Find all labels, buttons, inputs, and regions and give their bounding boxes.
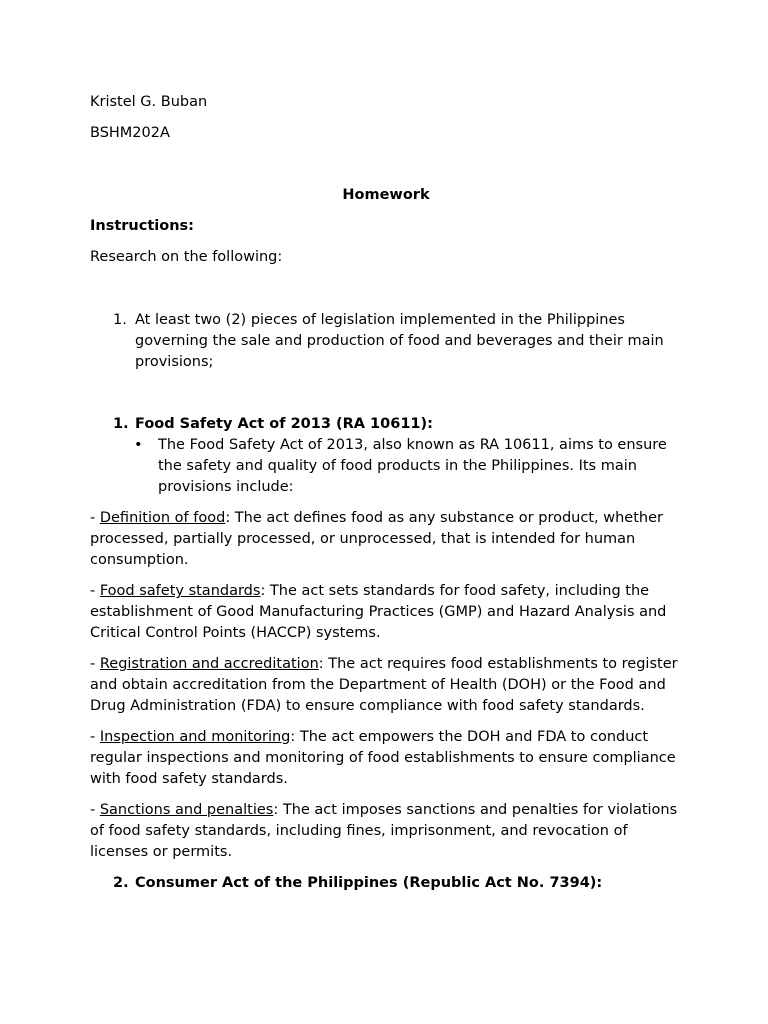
provision-dash: -	[90, 583, 100, 599]
document-title: Homework	[342, 187, 430, 203]
task-number: 1.	[113, 312, 127, 328]
provision-term: Food safety standards	[99, 583, 261, 599]
provision-term: Registration and accreditation	[99, 656, 319, 672]
provision-text: : The act sets standards for food safety, including the establishment of Good Manufacturing Practices (GMP) and Hazard Analysis and Critical Control Points (HACCP) systems.	[90, 583, 667, 641]
provision-dash: -	[90, 729, 100, 745]
law-1-number: 1.	[113, 416, 129, 432]
provision-term: Sanctions and penalties	[99, 802, 274, 818]
provision-dash: -	[90, 656, 100, 672]
provision-dash: -	[90, 510, 100, 526]
provision-text: : The act defines food as any substance or product, whether processed, partially processed, or unprocessed, that is intended for human consumption.	[90, 510, 663, 568]
law-1-summary-text: The Food Safety Act of 2013, also known as RA 10611, aims to ensure the safety and quality of food products in the Philippines. Its main provisions include:	[158, 437, 667, 495]
instructions-text: Research on the following:	[90, 249, 283, 265]
provision-inspection-and-monitoring	[90, 727, 682, 790]
task-text: At least two (2) pieces of legislation implemented in the Philippines governing the sale and production of food and beverages and their main provisions;	[135, 312, 664, 370]
provision-registration-and-accreditation	[90, 654, 682, 717]
law-1-summary	[90, 435, 682, 498]
provision-sanctions-and-penalties	[90, 800, 682, 863]
provision-term: Definition of food	[99, 510, 226, 526]
provision-dash: -	[90, 802, 100, 818]
provision-food-safety-standards	[90, 581, 682, 644]
provision-text: : The act imposes sanctions and penalties for violations of food safety standards, including fines, imprisonment, and revocation of licenses or permits.	[90, 802, 678, 860]
task-item	[90, 310, 682, 373]
provision-text: : The act empowers the DOH and FDA to conduct regular inspections and monitoring of food establishments to ensure compliance with food safety standards.	[90, 729, 676, 787]
course-code: BSHM202A	[90, 125, 170, 141]
provision-text: : The act requires food establishments to register and obtain accreditation from the Department of Health (DOH) or the Food and Drug Administration (FDA) to ensure compliance with food safety standards.	[90, 656, 678, 714]
law-2-heading	[90, 873, 682, 894]
law-2-title: Consumer Act of the Philippines (Republic Act No. 7394):	[135, 875, 603, 891]
provision-definition-of-food	[90, 508, 682, 571]
law-2-number: 2.	[113, 875, 129, 891]
provision-term: Inspection and monitoring	[99, 729, 291, 745]
law-1-title: Food Safety Act of 2013 (RA 10611):	[135, 416, 433, 432]
author-name: Kristel G. Buban	[90, 94, 208, 110]
document-page	[90, 92, 682, 894]
law-1-heading	[90, 414, 682, 435]
instructions-heading: Instructions:	[90, 218, 194, 234]
bullet-icon: •	[134, 437, 143, 453]
